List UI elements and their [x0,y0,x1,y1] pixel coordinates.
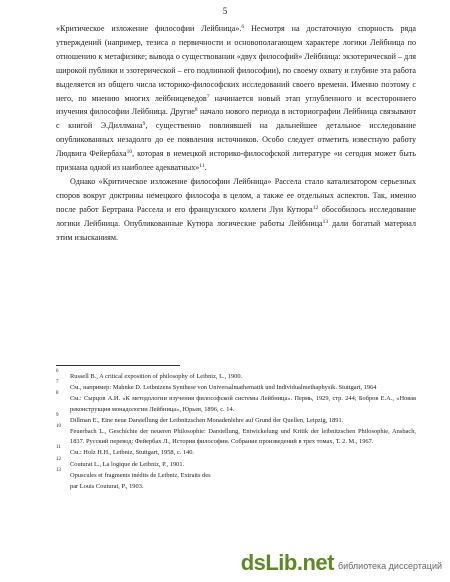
footnote-number: 12 [56,456,61,462]
footnote-number: 11 [56,445,61,451]
footnote-number: 10 [56,424,61,430]
footnote [56,380,416,393]
footnote [56,456,416,470]
footnote-divider [56,365,180,366]
footnote-text: Russell B., A critical exposition of philosophy of Leibniz, L., 1900. [70,373,243,380]
footnote [56,391,416,414]
footnote-ref[interactable]: 10 [126,149,133,156]
watermark[interactable] [241,550,442,576]
footnote-number: 13 [56,467,61,473]
text-run: , существенно повлиявшей на дальнейшее детальное исследование опубликованных незадолго до ее появления источников. Особо следует отметить известную работу Людвига Фейербаха [56,121,416,159]
dslib-logo[interactable] [241,550,334,576]
footnote-text: Couturat L., La logique de Leibniz, P., 1901. [70,460,185,468]
footnote-number: 8 [56,391,59,397]
footnote-ref[interactable]: 6 [241,24,245,30]
footnote-text: См.: Сырцов А.И. «К методологии изучения философской системы Лейбница». Пермь, 1929, стр. 244; Бобров Е.А., «Новая реконструкция монадологии Лейбница», Юрьев, 1896, с. 14. [70,395,416,413]
footnote-number [56,482,70,492]
footnote-text: См., например: Mahnke D. Leibnizens Synthese von Universalmathematik und Individualmethaphysik. Stuttgart, 1964 [70,384,377,392]
footnote-number: 7 [56,380,59,386]
footnote-text: Dillman E., Eine neue Darstellung der Leibnitzschen Monadenlehre auf Grund der Quellen, Leipzig, 1891. [70,416,344,424]
logo-main: dsLib [240,550,297,575]
text-run: «Критическое изложение философии Лейбница». [56,24,242,33]
footnote [56,412,416,426]
footnote-number: 9 [56,412,59,418]
footnote-text: Opuscules et fragments inédits de Leibniz. Extraits des [70,471,211,479]
footnote-ref[interactable]: 8 [194,107,198,114]
footnote-ref[interactable]: 13 [322,218,329,225]
footnote-ref[interactable]: 11 [199,163,205,170]
paragraph-2 [56,175,416,245]
text-run: . [204,163,207,173]
footnote-text: Feuerbach L., Geschichte der neueren Philosophie: Darstellung, Entwickelung und Kritik der leibnitzschen Philosophie, Ansbach, 1837. Русский перевод: Фейербах Л., История философии. Собрание произведений в трех томах, Т. 2. М., 1967. [70,428,416,446]
watermark-subtitle: библиотека диссертаций [337,561,442,571]
footnote [56,467,416,481]
main-text [56,22,416,245]
text-run: Несмотря на достаточную спорность ряда утверждений (например, тезиса о первичности и основополагающем характере логики Лейбница по отношению к метафизике; вывода о существовании «двух философий» Лейбница: экзотерической – для широкой публики и эзотерической – его подлинной философии), по своему охвату и глубине эта работа выделяется из общего числа историко-философских исследований своего времени. Именно поэтому с него, по мнению многих лейбницеведов [56,24,416,103]
footnote [56,482,416,492]
text-run: начало нового периода в историографии Лейбница связывают с книгой Э.Диллмана [56,107,416,131]
paragraph-1 [56,22,416,175]
footnotes [56,369,416,493]
text-run: начинается новый этап углубленного и всестороннего изучения философии Лейбница. Другие [56,93,417,117]
footnote [56,369,416,382]
footnote-text: par Louis Couturat, P., 1903. [70,483,144,491]
footnote-ref[interactable]: 7 [206,93,210,100]
footnote-number: 6 [56,369,59,374]
text-run: дали богатый материал этим изысканиям. [56,218,416,242]
footnote [56,445,416,458]
footnote-ref[interactable]: 9 [142,121,146,128]
text-run: , которая в немецкой историко-философской литературе «и сегодня может быть признана одной из наиболее адекватных» [56,149,416,173]
footnote [56,424,416,447]
logo-suffix: .net [296,550,334,575]
footnote-ref[interactable]: 12 [312,204,319,211]
page-number: 5 [222,6,228,16]
footnote-text: См.: Holz H.H., Leibniz, Stuttgart, 1958, с. 140. [70,449,195,457]
text-run: Однако «Критическое изложение философии Лейбница» Рассела стало катализатором серьезных споров вокруг доктрины немецкого философа в целом, а также ее отдельных аспектов. Так, именно после работ Бертрана Рассела и его французского коллеги Луи Кутюра [56,176,416,214]
text-run: обособилось исследование логики Лейбница. Опубликованные Кутюра логические работы Лейбница [56,204,417,228]
